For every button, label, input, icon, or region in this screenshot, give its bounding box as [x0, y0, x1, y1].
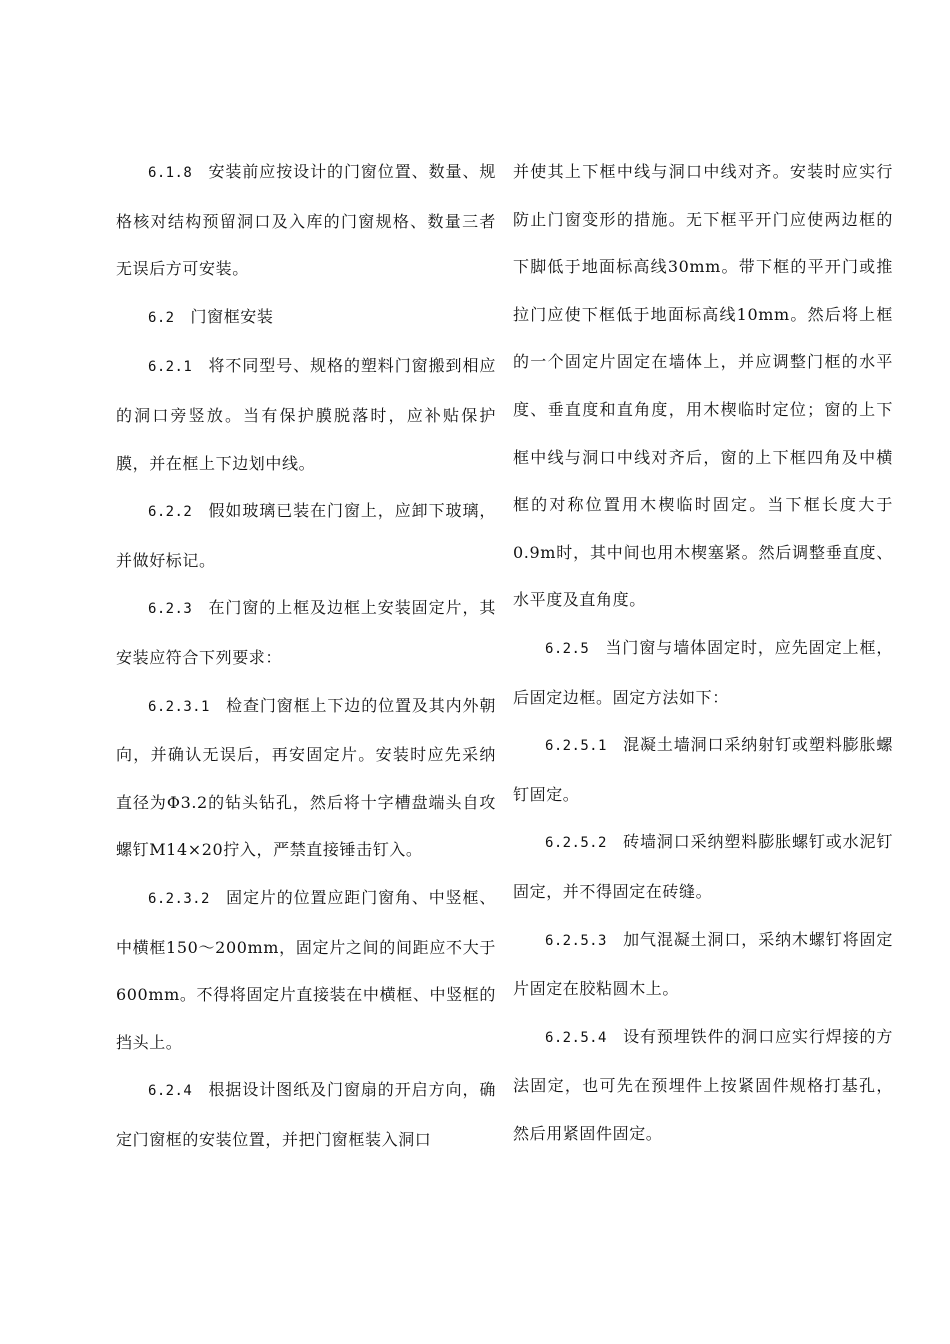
clause-number: 6.2.5.1 — [545, 738, 607, 755]
paragraph-text: 检查门窗框上下边的位置及其内外朝向，并确认无误后，再安固定片。安装时应先采纳直径为Φ3.2的钻头钻孔，然后将十字槽盘端头自攻螺钉M14×20拧入，严禁直接锤击钉入。 — [116, 695, 496, 860]
clause-number: 6.2.5.2 — [545, 835, 607, 852]
clause-number: 6.2.3.2 — [148, 890, 210, 907]
clause-number: 6.2.2 — [148, 504, 193, 521]
paragraph-6-1-8 — [116, 148, 496, 293]
paragraph-text: 假如玻璃已装在门窗上，应卸下玻璃，并做好标记。 — [116, 501, 496, 570]
paragraph-text: 根据设计图纸及门窗扇的开启方向，确定门窗框的安装位置，并把门窗框装入洞口 — [116, 1080, 496, 1149]
clause-number: 6.2 — [148, 309, 175, 326]
paragraph-6-2-4-continued — [513, 148, 893, 624]
paragraph-text: 当门窗与墙体固定时，应先固定上框，后固定边框。固定方法如下： — [513, 637, 893, 707]
clause-number: 6.2.1 — [148, 359, 193, 376]
paragraph-6-2-1 — [116, 342, 496, 487]
paragraph-6-2-3-1 — [116, 682, 496, 874]
clause-number: 6.1.8 — [148, 165, 193, 181]
paragraph-text: 将不同型号、规格的塑料门窗搬到相应的洞口旁竖放。当有保护膜脱落时，应补贴保护膜，并在框上下边划中线。 — [116, 356, 496, 473]
paragraph-6-2-4 — [116, 1066, 496, 1163]
paragraph-6-2-2 — [116, 487, 496, 584]
section-heading-6-2 — [116, 293, 496, 343]
paragraph-6-2-5-2 — [513, 818, 893, 915]
right-column — [513, 148, 893, 1157]
paragraph-6-2-5-4 — [513, 1013, 893, 1158]
paragraph-6-2-5 — [513, 624, 893, 721]
clause-number: 6.2.5 — [545, 640, 590, 657]
paragraph-text: 固定片的位置应距门窗角、中竖框、中横框150～200mm，固定片之间的间距应不大于600mm。不得将固定片直接装在中横框、中竖框的挡头上。 — [116, 887, 496, 1052]
clause-number: 6.2.3 — [148, 601, 193, 618]
paragraph-text: 安装前应按设计的门窗位置、数量、规格核对结构预留洞口及入库的门窗规格、数量三者无误后方可安装。 — [116, 162, 496, 279]
paragraph-text: 砖墙洞口采纳塑料膨胀螺钉或水泥钉固定，并不得固定在砖缝。 — [513, 832, 893, 901]
paragraph-6-2-5-1 — [513, 721, 893, 818]
clause-number: 6.2.3.1 — [148, 698, 210, 715]
paragraph-6-2-3 — [116, 584, 496, 681]
paragraph-text: 混凝土墙洞口采纳射钉或塑料膨胀螺钉固定。 — [513, 735, 893, 804]
clause-number: 6.2.4 — [148, 1083, 193, 1100]
paragraph-text: 设有预埋铁件的洞口应实行焊接的方法固定，也可先在预埋件上按紧固件规格打基孔，然后用紧固件固定。 — [513, 1026, 893, 1143]
paragraph-text: 在门窗的上框及边框上安装固定片，其安装应符合下列要求： — [116, 598, 496, 667]
clause-number: 6.2.5.3 — [545, 932, 607, 949]
section-heading-text: 门窗框安装 — [190, 306, 274, 326]
paragraph-6-2-3-2 — [116, 874, 496, 1066]
paragraph-text: 并使其上下框中线与洞口中线对齐。安装时应实行防止门窗变形的措施。无下框平开门应使两边框的下脚低于地面标高线30mm。带下框的平开门或推拉门应使下框低于地面标高线10mm。然后将上框的一个固定片固定在墙体上，并应调整门框的水平度、垂直度和直角度，用木楔临时定位；窗的上下框中线与洞口中线对齐后，窗的上下框四角及中横框的对称位置用木楔临时固定。当下框长度大于0.9m时，其中间也用木楔塞紧。然后调整垂直度、水平度及直角度。 — [513, 162, 893, 610]
clause-number: 6.2.5.4 — [545, 1029, 607, 1046]
paragraph-6-2-5-3 — [513, 916, 893, 1013]
left-column — [116, 148, 496, 1163]
paragraph-text: 加气混凝土洞口，采纳木螺钉将固定片固定在胶粘圆木上。 — [513, 929, 893, 999]
